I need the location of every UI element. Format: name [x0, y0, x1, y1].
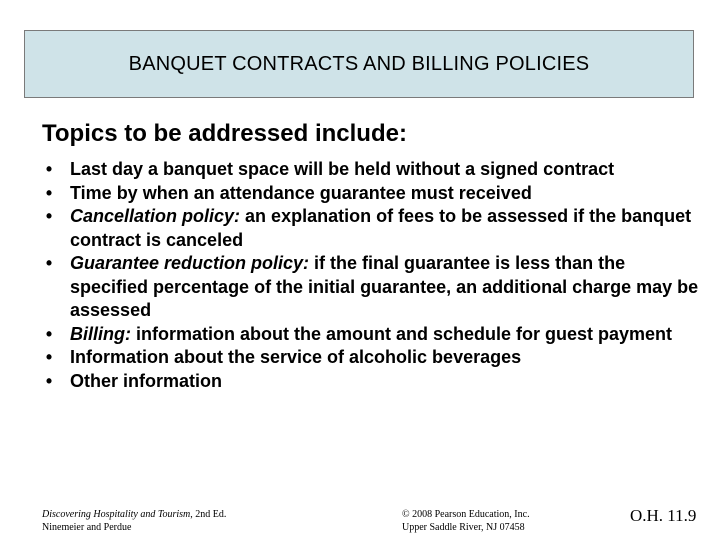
bullet-icon: •	[45, 182, 53, 203]
list-item	[42, 252, 702, 323]
slide-number: O.H. 11.9	[630, 506, 697, 525]
bullet-text: if the final guarantee is less than the specified percentage of the initial guarantee, an additional charge may be assessed	[70, 253, 699, 320]
copyright-line: © 2008 Pearson Education, Inc.	[402, 509, 530, 520]
footer-copyright	[402, 508, 530, 534]
bullet-icon: •	[45, 370, 53, 391]
footer-book-line	[42, 508, 226, 521]
slide-title: BANQUET CONTRACTS AND BILLING POLICIES	[128, 52, 590, 75]
bullet-emphasis: Guarantee reduction policy:	[70, 253, 310, 273]
list-item	[42, 323, 702, 347]
bullet-text: Time by when an attendance guarantee must received	[70, 182, 532, 203]
bullet-text: an explanation of fees to be assessed if the banquet contract is canceled	[70, 206, 692, 250]
bullet-icon: •	[45, 347, 53, 367]
book-title: Discovering Hospitality and Tourism	[42, 509, 191, 520]
list-item	[42, 346, 702, 370]
list-item	[42, 158, 702, 182]
book-edition: , 2nd Ed.	[190, 509, 227, 520]
topics-list	[42, 158, 702, 393]
bullet-text: Information about the service of alcoholic beverages	[70, 347, 522, 367]
bullet-text: information about the amount and schedule for guest payment	[131, 323, 673, 344]
bullet-icon: •	[45, 253, 53, 273]
list-item	[42, 205, 702, 252]
list-item	[42, 370, 702, 394]
bullet-emphasis: Billing:	[70, 323, 131, 344]
bullet-text: Last day a banquet space will be held without a signed contract	[70, 159, 615, 179]
footer-citation	[42, 508, 226, 534]
title-banner	[24, 30, 694, 98]
bullet-icon: •	[45, 159, 53, 179]
bullet-icon: •	[45, 323, 53, 344]
bullet-icon: •	[45, 206, 53, 226]
footer-authors: Ninemeier and Perdue	[42, 522, 132, 533]
list-item	[42, 182, 702, 206]
topics-heading: Topics to be addressed include:	[42, 120, 407, 147]
publisher-address: Upper Saddle River, NJ 07458	[402, 522, 525, 533]
bullet-emphasis: Cancellation policy:	[70, 206, 241, 226]
bullet-text: Other information	[70, 370, 222, 391]
